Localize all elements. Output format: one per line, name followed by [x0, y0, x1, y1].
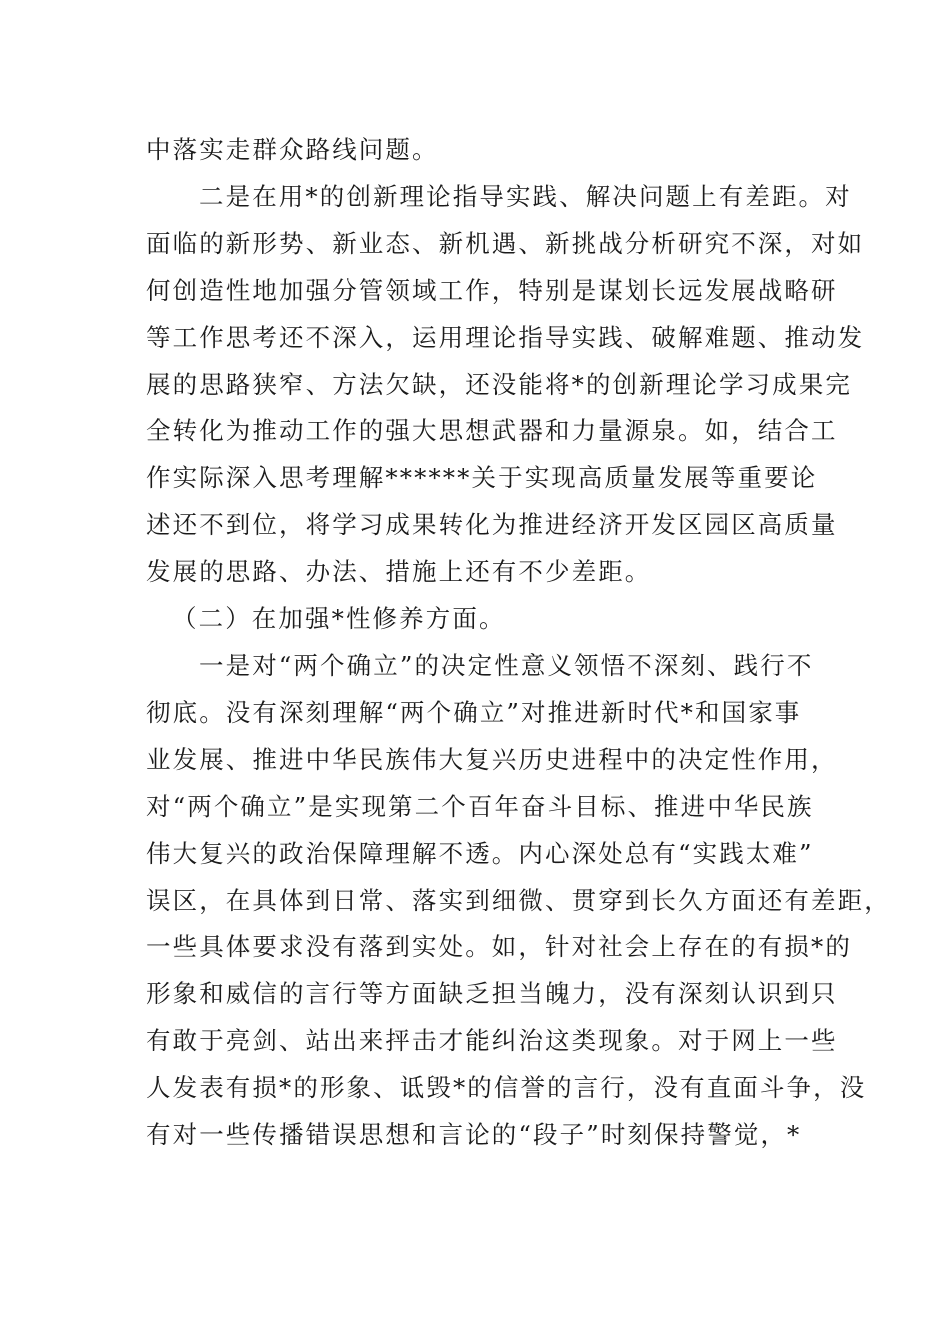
- text-line: 面临的新形势、新业态、新机遇、新挑战分析研究不深，对如: [146, 228, 865, 258]
- text-line: 等工作思考还不深入，运用理论指导实践、破解难题、推动发: [146, 322, 865, 352]
- text-line: 展的思路狭窄、方法欠缺，还没能将*的创新理论学习成果完: [146, 369, 852, 399]
- text-line: 对“两个确立”是实现第二个百年奋斗目标、推进中华民族: [146, 791, 814, 821]
- text-line: 作实际深入思考理解******关于实现高质量发展等重要论: [146, 463, 818, 493]
- text-line: 有对一些传播错误思想和言论的“段子”时刻保持警觉，*: [146, 1120, 802, 1150]
- text-line: 述还不到位，将学习成果转化为推进经济开发区园区高质量: [146, 510, 838, 540]
- text-line: 中落实走群众路线问题。: [146, 135, 439, 164]
- text-line: 伟大复兴的政治保障理解不透。内心深处总有“实践太难”: [146, 838, 814, 868]
- paragraph-first-line: 二是在用*的创新理论指导实践、解决问题上有差距。对: [199, 181, 852, 211]
- section-heading: （二）在加强*性修养方面。: [172, 604, 506, 634]
- text-line: 形象和威信的言行等方面缺乏担当魄力，没有深刻认识到只: [146, 979, 838, 1009]
- text-line: 业发展、推进中华民族伟大复兴历史进程中的决定性作用，: [146, 744, 838, 774]
- text-line: 彻底。没有深刻理解“两个确立”对推进新时代*和国家事: [146, 697, 802, 727]
- text-line: 发展的思路、办法、措施上还有不少差距。: [146, 557, 652, 587]
- text-line: 一些具体要求没有落到实处。如，针对社会上存在的有损*的: [146, 932, 852, 962]
- paragraph-first-line: 一是对“两个确立”的决定性意义领悟不深刻、践行不: [199, 650, 814, 680]
- text-line: 人发表有损*的形象、诋毁*的信誉的言行，没有直面斗争，没: [146, 1073, 867, 1103]
- document-body: [146, 127, 891, 1159]
- text-line: 有敢于亮剑、站出来抨击才能纠治这类现象。对于网上一些: [146, 1026, 838, 1056]
- text-line: 何创造性地加强分管领域工作，特别是谋划长远发展战略研: [146, 275, 838, 305]
- text-line: 全转化为推动工作的强大思想武器和力量源泉。如，结合工: [146, 416, 838, 446]
- text-line: 误区，在具体到日常、落实到细微、贯穿到长久方面还有差距，: [146, 885, 891, 915]
